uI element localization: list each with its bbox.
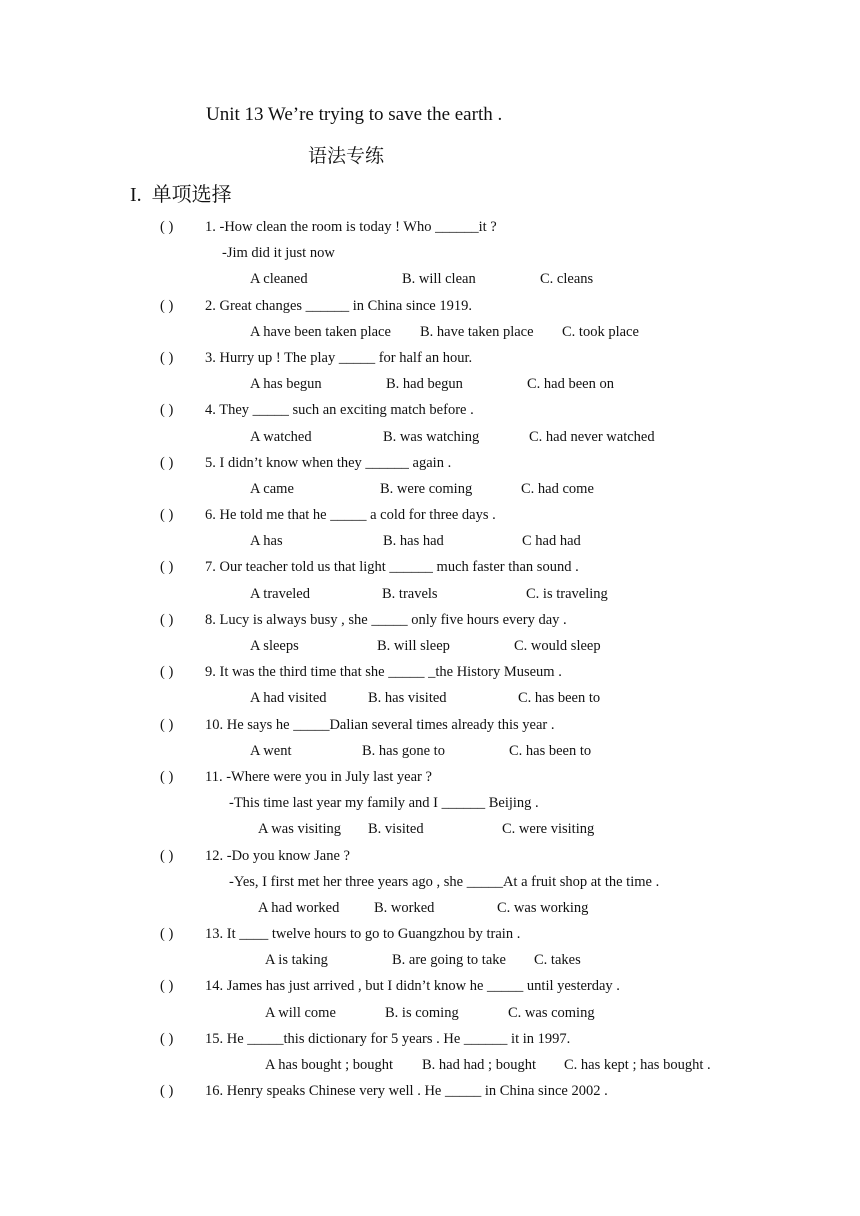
section-number: I.	[130, 184, 142, 206]
answer-blank[interactable]: ( )	[160, 926, 174, 943]
option-b[interactable]: B. is coming	[385, 1004, 459, 1021]
question-stem: 13. It ____ twelve hours to go to Guangzhou by train .	[205, 926, 521, 943]
option-c[interactable]: C. is traveling	[526, 585, 608, 602]
answer-blank[interactable]: ( )	[160, 402, 174, 419]
option-a[interactable]: A came	[250, 480, 294, 497]
option-b[interactable]: B. visited	[368, 821, 424, 838]
question-row	[0, 554, 860, 580]
question-stem: 8. Lucy is always busy , she _____ only five hours every day .	[205, 611, 567, 628]
question-row	[0, 843, 860, 869]
section-label: 单项选择	[151, 184, 232, 206]
answer-blank[interactable]: ( )	[160, 664, 174, 681]
answer-blank[interactable]: ( )	[160, 454, 174, 471]
option-b[interactable]: B. had had ; bought	[422, 1057, 536, 1073]
option-a[interactable]: A will come	[265, 1004, 336, 1021]
options-row	[0, 1000, 860, 1026]
question-response: -Jim did it just now	[222, 245, 335, 262]
option-a[interactable]: A is taking	[265, 952, 328, 969]
question-row	[0, 450, 860, 476]
question-row	[0, 345, 860, 371]
answer-blank[interactable]: ( )	[160, 716, 174, 733]
options-row	[0, 528, 860, 554]
answer-blank[interactable]: ( )	[160, 507, 174, 524]
answer-blank[interactable]: ( )	[160, 611, 174, 628]
document-subtitle: 语法专练	[308, 146, 385, 167]
option-a[interactable]: A watched	[250, 428, 312, 445]
question-row	[0, 293, 860, 319]
option-c[interactable]: C. took place	[562, 323, 639, 340]
option-a[interactable]: A has bought ; bought	[265, 1057, 394, 1073]
answer-blank[interactable]: ( )	[160, 297, 174, 314]
option-b[interactable]: B. travels	[382, 585, 438, 602]
question-row	[0, 973, 860, 999]
options-row	[0, 685, 860, 711]
question-stem: 1. -How clean the room is today ! Who ______it ?	[205, 219, 497, 235]
options-row	[0, 476, 860, 502]
option-a[interactable]: A was visiting	[258, 821, 341, 838]
options-row	[0, 424, 860, 450]
option-b[interactable]: B. will clean	[402, 271, 476, 288]
question-row	[0, 921, 860, 947]
option-b[interactable]: B. has gone to	[362, 742, 445, 759]
document-title: Unit 13 We’re trying to save the earth .	[206, 104, 503, 125]
option-c[interactable]: C. had never watched	[529, 428, 655, 445]
option-a[interactable]: A have been taken place	[250, 323, 391, 340]
question-row	[0, 214, 860, 240]
option-c[interactable]: C. had come	[521, 480, 594, 497]
question-stem: 4. They _____ such an exciting match before .	[205, 402, 474, 419]
question-response: -This time last year my family and I ______ Beijing .	[229, 795, 539, 812]
section-heading	[130, 178, 232, 207]
question-stem: 14. James has just arrived , but I didn’t know he _____ until yesterday .	[205, 978, 620, 995]
option-a[interactable]: A traveled	[250, 585, 310, 602]
answer-blank[interactable]: ( )	[160, 978, 174, 995]
option-a[interactable]: A had visited	[250, 690, 327, 707]
answer-blank[interactable]: ( )	[160, 1083, 174, 1100]
option-a[interactable]: A has	[250, 533, 283, 550]
option-b[interactable]: B. were coming	[380, 480, 473, 497]
option-a[interactable]: A went	[250, 742, 292, 759]
options-row	[0, 633, 860, 659]
option-c[interactable]: C. was working	[497, 899, 589, 916]
question-stem: 11. -Where were you in July last year ?	[205, 768, 432, 785]
option-c[interactable]: C. cleans	[540, 271, 594, 288]
option-a[interactable]: A had worked	[258, 899, 340, 916]
question-row	[0, 397, 860, 423]
option-c[interactable]: C. has been to	[509, 742, 592, 759]
question-stem: 7. Our teacher told us that light ______ much faster than sound .	[205, 559, 579, 576]
answer-blank[interactable]: ( )	[160, 768, 174, 785]
question-row	[0, 712, 860, 738]
options-row	[0, 319, 860, 345]
option-b[interactable]: B. will sleep	[377, 638, 450, 654]
question-stem: 12. -Do you know Jane ?	[205, 847, 350, 864]
answer-blank[interactable]: ( )	[160, 847, 174, 864]
question-row	[0, 502, 860, 528]
options-row	[0, 266, 860, 292]
question-response-row	[0, 869, 860, 895]
question-row	[0, 1078, 860, 1104]
question-stem: 16. Henry speaks Chinese very well . He _____ in China since 2002 .	[205, 1083, 608, 1100]
option-b[interactable]: B. has visited	[368, 690, 447, 707]
option-a[interactable]: A sleeps	[250, 638, 299, 654]
answer-blank[interactable]: ( )	[160, 219, 174, 235]
option-b[interactable]: B. are going to take	[392, 952, 506, 969]
answer-blank[interactable]: ( )	[160, 559, 174, 576]
question-stem: 3. Hurry up ! The play _____ for half an hour.	[205, 349, 473, 366]
option-c[interactable]: C. has kept ; has bought .	[564, 1057, 711, 1073]
option-c[interactable]: C. takes	[534, 952, 581, 969]
question-response-row	[0, 240, 860, 266]
question-stem: 2. Great changes ______ in China since 1919.	[205, 297, 472, 314]
option-c[interactable]: C. was coming	[508, 1004, 595, 1021]
question-stem: 6. He told me that he _____ a cold for three days .	[205, 507, 496, 524]
question-list	[0, 214, 860, 1104]
question-stem: 9. It was the third time that she _____ _the History Museum .	[205, 664, 562, 681]
options-row	[0, 371, 860, 397]
option-c[interactable]: C. were visiting	[502, 821, 595, 838]
options-row	[0, 895, 860, 921]
question-row	[0, 764, 860, 790]
option-c[interactable]: C. has been to	[518, 690, 601, 707]
option-b[interactable]: B. worked	[374, 899, 435, 916]
option-a[interactable]: A cleaned	[250, 271, 308, 288]
options-row	[0, 816, 860, 842]
option-c[interactable]: C. had been on	[527, 376, 614, 393]
question-stem: 5. I didn’t know when they ______ again .	[205, 454, 452, 471]
option-b[interactable]: B. have taken place	[420, 323, 534, 340]
option-b[interactable]: B. has had	[383, 533, 444, 550]
options-row	[0, 947, 860, 973]
question-row	[0, 659, 860, 685]
option-b[interactable]: B. was watching	[383, 428, 480, 445]
answer-blank[interactable]: ( )	[160, 1030, 174, 1047]
options-row	[0, 738, 860, 764]
options-row	[0, 581, 860, 607]
options-row	[0, 1052, 860, 1078]
question-response-row	[0, 790, 860, 816]
option-b[interactable]: B. had begun	[386, 376, 463, 393]
answer-blank[interactable]: ( )	[160, 349, 174, 366]
question-row	[0, 1026, 860, 1052]
question-stem: 15. He _____this dictionary for 5 years . He ______ it in 1997.	[205, 1030, 571, 1047]
question-row	[0, 607, 860, 633]
option-a[interactable]: A has begun	[250, 376, 322, 393]
option-c[interactable]: C had had	[522, 533, 581, 550]
option-c[interactable]: C. would sleep	[514, 638, 601, 654]
question-stem: 10. He says he _____Dalian several times already this year .	[205, 716, 555, 733]
question-response: -Yes, I first met her three years ago , she _____At a fruit shop at the time .	[229, 873, 660, 890]
